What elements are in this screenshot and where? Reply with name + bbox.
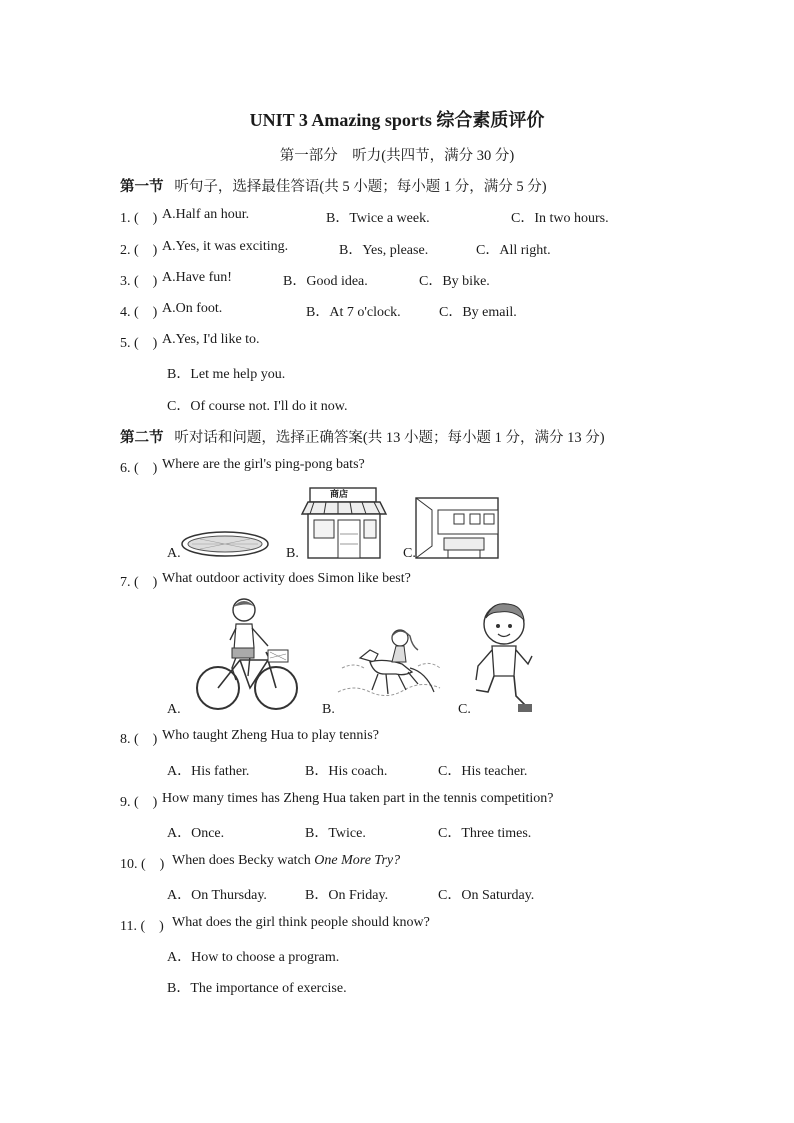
- q7-label-a: A.: [167, 702, 181, 717]
- q10-question: [172, 853, 400, 869]
- q10-option-c: C．On Saturday.: [438, 888, 535, 903]
- q10-option-b: B．On Friday.: [305, 888, 389, 903]
- q10-number: 10. ( ): [120, 857, 165, 872]
- q10-text: When does Becky watch: [172, 853, 315, 868]
- q11-option-a: A．How to choose a program.: [167, 950, 340, 965]
- q6-image-a-mat: [180, 528, 270, 560]
- q2-option-b: B．Yes, please.: [339, 243, 429, 258]
- section2-instruction: 听对话和问题，选择正确答案(共 13 小题；每小题 1 分，满分 13 分): [174, 430, 605, 446]
- q6-label-a: A.: [167, 546, 181, 561]
- q8-number: 8. ( ): [120, 732, 158, 747]
- section2-header: [120, 426, 605, 447]
- q9-number: 9. ( ): [120, 795, 158, 810]
- q7-label-c: C.: [458, 702, 471, 717]
- q1-option-b: B．Twice a week.: [326, 211, 430, 226]
- q7-text: What outdoor activity does Simon like best?: [162, 571, 411, 586]
- q11-number: 11. ( ): [120, 919, 164, 934]
- q10-option-a: A．On Thursday.: [167, 888, 267, 903]
- q3-number: 3. ( ): [120, 274, 158, 289]
- q1-option-a: A.Half an hour.: [162, 207, 250, 222]
- q5-option-b: B．Let me help you.: [167, 367, 286, 382]
- page-title: UNIT 3 Amazing sports 综合素质评价: [249, 110, 545, 130]
- q2-number: 2. ( ): [120, 243, 158, 258]
- q4-number: 4. ( ): [120, 305, 158, 320]
- q6-image-c-room: [414, 496, 500, 560]
- q8-option-a: A．His father.: [167, 764, 250, 779]
- q2-option-c: C．All right.: [476, 243, 551, 258]
- q6-label-b: B.: [286, 546, 299, 561]
- q7-image-b-horse-riding: [334, 628, 444, 710]
- part-header: 第一部分 听力(共四节，满分 30 分): [279, 148, 515, 164]
- q7-image-c-running: [470, 600, 536, 716]
- q3-option-a: A.Have fun!: [162, 270, 232, 285]
- q11-option-b: B．The importance of exercise.: [167, 981, 347, 996]
- q9-option-b: B．Twice.: [305, 826, 366, 841]
- q6-shop-sign: 商店: [330, 489, 349, 499]
- q11-text: What does the girl think people should know?: [172, 915, 430, 930]
- q8-option-c: C．His teacher.: [438, 764, 528, 779]
- q10-program-title: One More Try?: [314, 853, 401, 868]
- q9-text: How many times has Zheng Hua taken part in the tennis competition?: [162, 791, 554, 806]
- q7-number: 7. ( ): [120, 575, 158, 590]
- section1-name: 第一节: [120, 179, 164, 195]
- section1-instruction: 听句子，选择最佳答语(共 5 小题；每小题 1 分，满分 5 分): [174, 179, 547, 195]
- section1-header: [120, 175, 547, 196]
- section2-name: 第二节: [120, 430, 164, 446]
- q5-number: 5. ( ): [120, 336, 158, 351]
- q6-label-c: C.: [403, 546, 416, 561]
- q8-option-b: B．His coach.: [305, 764, 388, 779]
- q3-option-b: B．Good idea.: [283, 274, 368, 289]
- q4-option-c: C．By email.: [439, 305, 517, 320]
- q9-option-c: C．Three times.: [438, 826, 532, 841]
- q3-option-c: C．By bike.: [419, 274, 490, 289]
- q4-option-b: B．At 7 o'clock.: [306, 305, 401, 320]
- q1-option-c: C．In two hours.: [511, 211, 609, 226]
- q7-label-b: B.: [322, 702, 335, 717]
- q6-text: Where are the girl's ping-pong bats?: [162, 457, 365, 472]
- q6-number: 6. ( ): [120, 461, 158, 476]
- q2-option-a: A.Yes, it was exciting.: [162, 239, 289, 254]
- q9-option-a: A．Once.: [167, 826, 225, 841]
- q4-option-a: A.On foot.: [162, 301, 223, 316]
- q5-option-c: C．Of course not. I'll do it now.: [167, 399, 348, 414]
- q7-image-a-cycling: [192, 596, 302, 712]
- q1-number: 1. ( ): [120, 211, 158, 226]
- q5-option-a: A.Yes, I'd like to.: [162, 332, 260, 347]
- q8-text: Who taught Zheng Hua to play tennis?: [162, 728, 379, 743]
